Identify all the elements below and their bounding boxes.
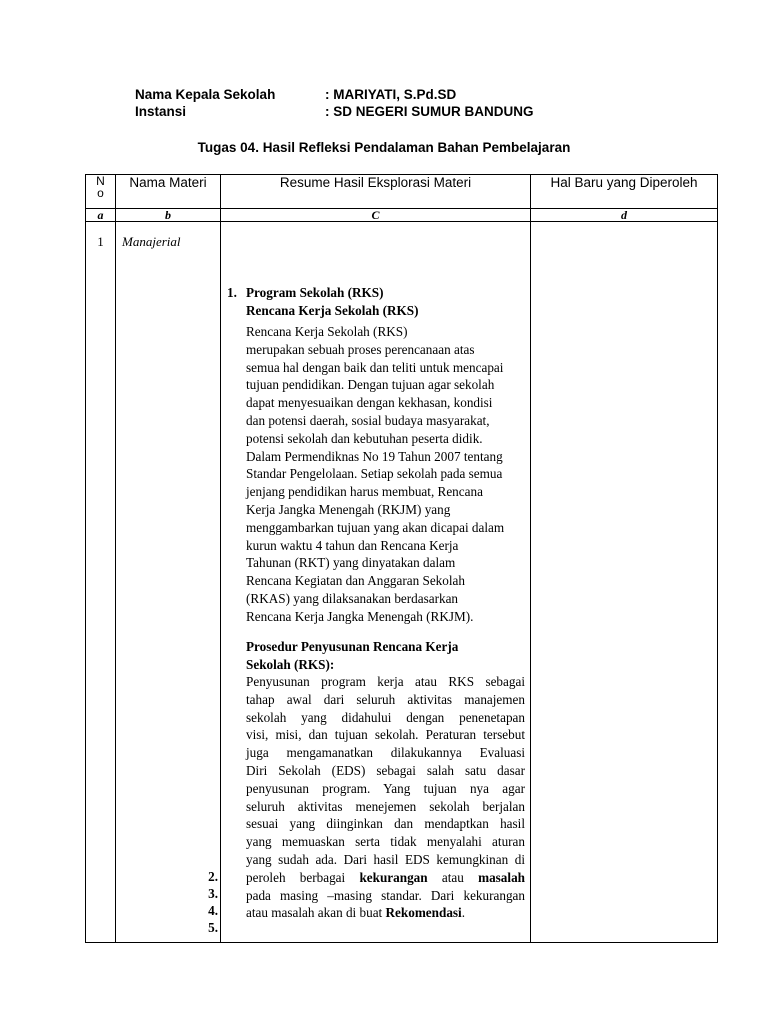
- sub-col-c: C: [221, 209, 531, 222]
- kepala-label: Nama Kepala Sekolah: [135, 87, 276, 102]
- item1-title-line1: Program Sekolah (RKS): [246, 285, 384, 300]
- para2-line: tahap awal dari seluruh aktivitas manajemen: [246, 691, 525, 707]
- item-number-3: 3.: [208, 886, 218, 901]
- para2-line: juga mengamanatkan dilakukannya Evaluasi: [246, 745, 525, 761]
- resume-content: [221, 222, 530, 930]
- col-header-resume: Resume Hasil Eksplorasi Materi: [221, 175, 531, 209]
- row-hal-baru: [531, 222, 718, 943]
- row-resume: [221, 222, 531, 943]
- para1-line: merupakan sebuah proses perencanaan atas: [246, 341, 475, 357]
- table-row: [86, 222, 718, 943]
- para1-line: menggambarkan tujuan yang akan dicapai dalam: [246, 519, 505, 535]
- text-run: atau: [427, 869, 479, 885]
- col-header-hal-baru: Hal Baru yang Diperoleh: [531, 175, 718, 209]
- item-number-5: 5.: [208, 920, 218, 935]
- para1-line: potensi sekolah dan kebutuhan peserta didik.: [246, 430, 483, 446]
- para2-line: yang sudah ada. Dari hasil EDS kemungkinan di: [246, 851, 525, 867]
- sub-heading-prosedur: [246, 638, 458, 674]
- col-header-no: N o: [86, 175, 116, 209]
- sub-col-b: b: [116, 209, 221, 222]
- reflection-table: [85, 174, 718, 943]
- para2-line: pada masing –masing standar. Dari kekurangan: [246, 887, 525, 903]
- item1-title: [246, 284, 419, 320]
- item-number-1: 1.: [227, 285, 237, 300]
- table-header-row: [86, 175, 718, 209]
- bold-kekurangan: kekurangan: [359, 869, 428, 885]
- item-number-4: 4.: [208, 903, 218, 918]
- para1-line: kurun waktu 4 tahun dan Rencana Kerja: [246, 537, 459, 553]
- para1-line: dan potensi daerah, sosial budaya masyarakat,: [246, 412, 490, 428]
- para1-line: jenjang pendidikan harus membuat, Rencana: [246, 484, 483, 500]
- para1-line: Dalam Permendiknas No 19 Tahun 2007 tentang: [246, 448, 503, 464]
- text-run: .: [461, 905, 466, 921]
- para1-line: semua hal dengan baik dan teliti untuk mencapai: [246, 359, 504, 375]
- para2-line: Diri Sekolah (EDS) sebagai salah satu dasar: [246, 762, 525, 778]
- item-number-2: 2.: [208, 869, 218, 884]
- para2-line: yang memuaskan serta tidak menyalahi aturan: [246, 834, 525, 850]
- kepala-value: : MARIYATI, S.Pd.SD: [325, 87, 457, 102]
- para1-line: tujuan pendidikan. Dengan tujuan agar sekolah: [246, 377, 495, 393]
- paragraph-rks: [246, 323, 526, 626]
- paragraph-prosedur: [246, 673, 525, 922]
- row-materi: Manajerial: [116, 222, 221, 943]
- sub-col-a: a: [86, 209, 116, 222]
- text-run: atau masalah akan di buat: [246, 905, 386, 921]
- sub-heading-line2: Sekolah (RKS):: [246, 656, 335, 672]
- item1-title-line2: Rencana Kerja Sekolah (RKS): [246, 302, 419, 318]
- para2-line: Penyusunan program kerja atau RKS sebagai: [246, 674, 525, 689]
- para1-line: Rencana Kerja Jangka Menengah (RKJM).: [246, 608, 474, 624]
- table-subheader-row: [86, 209, 718, 222]
- para2-line: [246, 904, 525, 922]
- document-title: Tugas 04. Hasil Refleksi Pendalaman Bahan Pembelajaran: [197, 140, 571, 155]
- bold-rekomendasi: Rekomendasi: [385, 905, 462, 921]
- sub-col-d: d: [531, 209, 718, 222]
- instansi-value: : SD NEGERI SUMUR BANDUNG: [325, 104, 534, 119]
- para2-line: sesuai yang diinginkan dan mendaptkan hasil: [246, 816, 525, 832]
- row-number: 1: [86, 222, 116, 943]
- item-numbers-list: [200, 868, 218, 936]
- para1-line: dapat menyesuaikan dengan kekhasan, kondisi: [246, 395, 493, 411]
- para1-line: (RKAS) yang dilaksanakan berdasarkan: [246, 590, 459, 606]
- para2-line: [246, 869, 525, 887]
- para2-line: seluruh aktivitas menejemen sekolah berjalan: [246, 798, 525, 814]
- para2-line: visi, misi, dan tujuan sekolah. Peraturan tersebut: [246, 727, 525, 743]
- para1-line: Kerja Jangka Menengah (RKJM) yang: [246, 501, 451, 517]
- col-header-materi: Nama Materi: [116, 175, 221, 209]
- bold-masalah: masalah: [478, 869, 525, 885]
- para2-line: penyusunan program. Yang tujuan nya agar: [246, 780, 525, 796]
- para1-line: Rencana Kerja Sekolah (RKS): [246, 324, 408, 339]
- para2-line: sekolah yang didahului dengan penenetapan: [246, 709, 525, 725]
- sub-heading-line1: Prosedur Penyusunan Rencana Kerja: [246, 639, 459, 654]
- para1-line: Tahunan (RKT) yang dinyatakan dalam: [246, 555, 456, 571]
- para1-line: Standar Pengelolaan. Setiap sekolah pada semua: [246, 466, 503, 482]
- text-run: peroleh berbagai: [246, 869, 360, 885]
- para1-line: Rencana Kegiatan dan Anggaran Sekolah: [246, 573, 465, 589]
- instansi-label: Instansi: [135, 104, 187, 119]
